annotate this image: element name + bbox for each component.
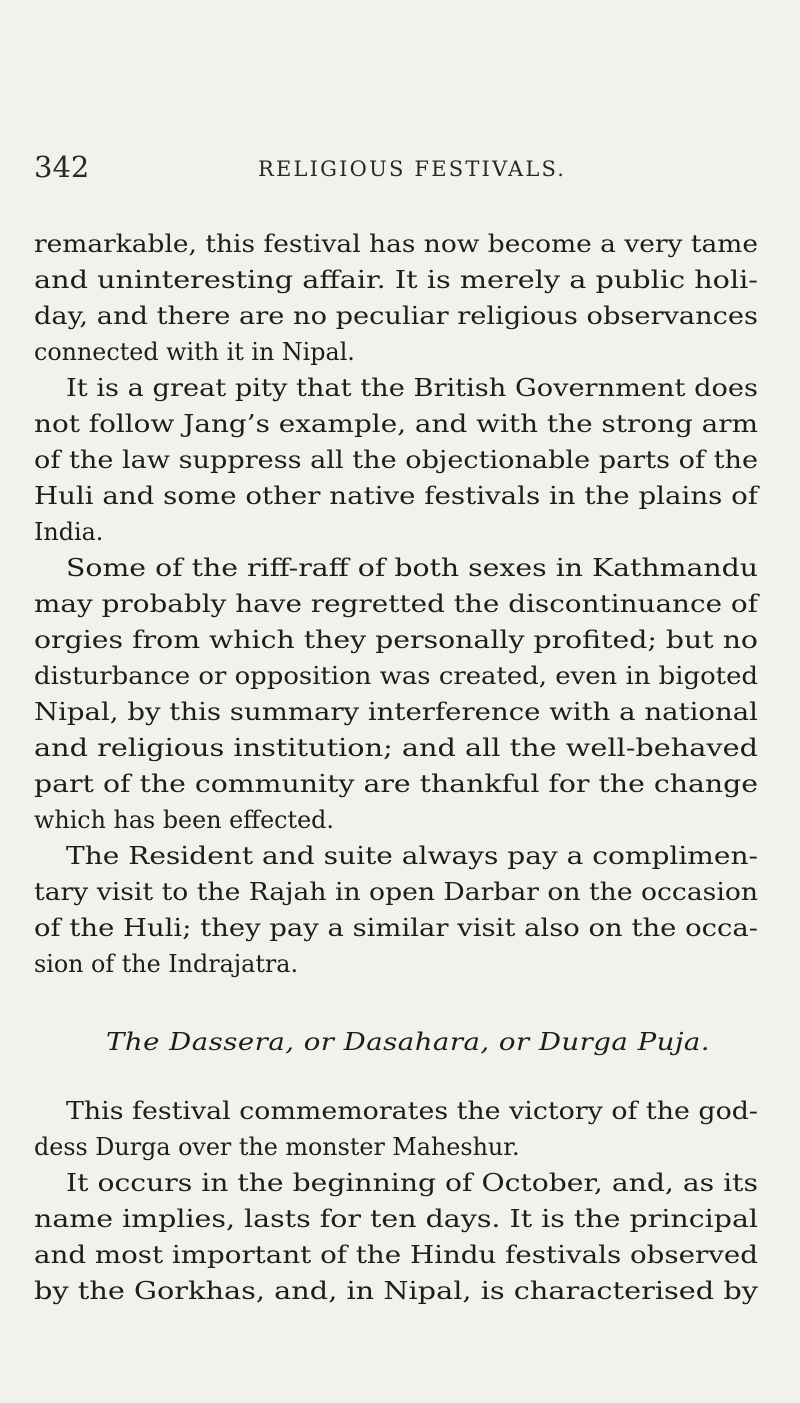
text-line: Nipal, by this summary interference with a national bbox=[34, 698, 758, 726]
text-line: part of the community are thankful for the change bbox=[34, 770, 758, 798]
text-line: day, and there are no peculiar religious observances bbox=[34, 302, 758, 330]
text-line: India. bbox=[34, 518, 104, 546]
text-line: Huli and some other native festivals in the plains of bbox=[34, 482, 758, 510]
text-line: Some of the riff-raff of both sexes in Kathmandu bbox=[66, 554, 758, 582]
text-line: and uninteresting affair. It is merely a public holi- bbox=[34, 266, 758, 294]
text-line: of the law suppress all the objectionable parts of the bbox=[34, 446, 758, 474]
text-line: This festival commemorates the victory of the god- bbox=[66, 1097, 758, 1125]
text-line: disturbance or opposition was created, even in bigoted bbox=[34, 662, 758, 690]
text-line: It occurs in the beginning of October, and, as its bbox=[66, 1169, 758, 1197]
running-head: RELIGIOUS FESTIVALS. bbox=[258, 157, 567, 181]
section-heading: The Dassera, or Dasahara, or Durga Puja. bbox=[106, 1028, 710, 1056]
text-line: may probably have regretted the discontinuance of bbox=[34, 590, 758, 618]
text-line: It is a great pity that the British Government does bbox=[66, 374, 758, 402]
page-number: 342 bbox=[34, 150, 90, 184]
text-line: by the Gorkhas, and, in Nipal, is characterised by bbox=[34, 1277, 758, 1305]
text-line: of the Huli; they pay a similar visit also on the occa- bbox=[34, 914, 758, 942]
text-line: which has been effected. bbox=[34, 806, 334, 834]
text-line: The Resident and suite always pay a complimen- bbox=[66, 842, 758, 870]
page-header bbox=[0, 147, 800, 187]
text-line: sion of the Indrajatra. bbox=[34, 950, 299, 978]
text-line: tary visit to the Rajah in open Darbar on the occasion bbox=[34, 878, 758, 906]
text-line: and religious institution; and all the well-behaved bbox=[34, 734, 758, 762]
text-line: and most important of the Hindu festivals observed bbox=[34, 1241, 758, 1269]
text-line: dess Durga over the monster Maheshur. bbox=[34, 1133, 520, 1161]
text-line: name implies, lasts for ten days. It is the principal bbox=[34, 1205, 759, 1233]
text-line: remarkable, this festival has now become a very tame bbox=[34, 230, 758, 258]
text-line: not follow Jang’s example, and with the strong arm bbox=[34, 410, 758, 438]
text-line: orgies from which they personally profited; but no bbox=[34, 626, 758, 654]
text-line: connected with it in Nipal. bbox=[34, 338, 355, 366]
